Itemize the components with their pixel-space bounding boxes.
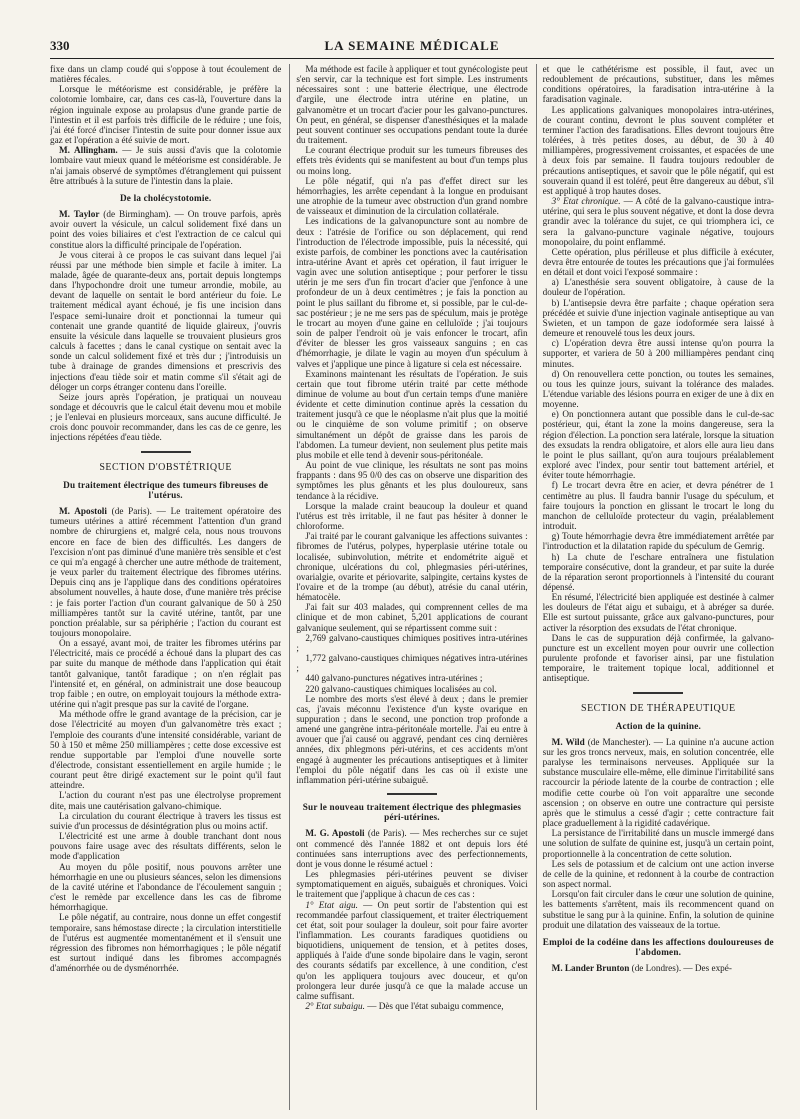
- list-item: g) Toute hémorrhagie devra être immédiatement arrêtée par l'introduction et la dilatation rapide du spéculum de Gemrig.: [542, 531, 774, 552]
- paragraph: Les applications galvaniques monopolaires intra-utérines, de courant continu, devront le plus souvent compléter et terminer l'action des faradisations. Elles devront toujours être tolérées, à très petites doses, au début, de 30 à 40 milliampères, progressivement croissantes, et espacées de une à deux fois par semaine. Il faudra toujours redoubler de précautions antiseptiques, et savoir que le pôle négatif, qui est souverain quand il est toléré, peut être dangereux au début, s'il est appliqué à trop hautes doses.: [542, 104, 774, 196]
- column-1: [50, 64, 281, 1110]
- subsection-heading: Emploi de la codéine dans les affections douloureuses de l'abdomen.: [542, 936, 774, 957]
- section-heading: SECTION DE THÉRAPEUTIQUE: [581, 702, 736, 714]
- paragraph: Cette opération, plus périlleuse et plus difficile à exécuter, devra être entourée de toutes les précautions que j'ai formulées en détail et dont voici l'exposé sommaire :: [542, 246, 774, 278]
- paragraph-text: (de Manchester). — La quinine n'a aucune action sur les gros troncs nerveux, mais, en solution concentrée, elle paralyse les terminaisons nerveuses. Appliquée sur la substance musculaire elle-même, elle diminue l'irritabilité sans raccourcir la période latente de la courbe de contraction ; elle modifie cette courbe où l'on voit apparaître une seconde ascension ; on observe en outre une contracture qui persiste après que le stimulus a cessé d'agir ; cette contracture fait place graduellement à la rigidité cadavérique.: [542, 736, 774, 829]
- paragraph: Ma méthode offre le grand avantage de la précision, car je dose l'électricité au moyen d'un galvanomètre très exact ; l'emploie des courants d'une intensité considérable, variant de 50 à 150 et même 250 milliampères ; cette dose excessive est rendue supportable par l'emploi d'une nouvelle sorte d'électrode, consistant essentiellement en argile humide ; le courant peut être dirigé exactement sur le point qu'il faut atteindre.: [50, 709, 282, 791]
- paragraph: Lorsque le météorisme est considérable, je préfère la colotomie lombaire, car, dans ces cas-là, l'ouverture dans la région inguinale expose au prolapsus d'une grande partie de l'intestin et il est parfois très difficile de le réduire ; une fois, j'ai été forcé d'inciser l'intestin de suite pour donner issue aux gaz et l'opération a été suivie de mort.: [50, 84, 282, 146]
- list-item: d) On renouvellera cette ponction, ou toutes les semaines, ou tous les quinze jours, suivant la tolérance des malades. L'étendue variable des lésions pourra en exiger de une à dix en moyenne.: [542, 368, 774, 410]
- list-item: b) L'antisepsie devra être parfaite ; chaque opération sera précédée et suivie d'une injection vaginale antiseptique au van Swieten, et un tampon de gaze iodoformée sera laissé à demeure et renouvelé tous les deux jours.: [542, 297, 774, 339]
- speaker-name: M. Taylor: [59, 209, 100, 220]
- paragraph: Je vous citerai à ce propos le cas suivant dans lequel j'ai réussi par une méthode bien simple et facile à imiter. La malade, âgée de quarante-deux ans, portait depuis longtemps dans l'hypochondre droit une tumeur arrondie, mobile, au devant de laquelle on sentait le bord antérieur du foie. Le traitement médical ayant échoué, je fis une incision dans l'espace semi-lunaire droit et ponctionnai la tumeur qui contenait une grande quantité de liquide glaireux, j'ouvris ensuite la vésicule dans laquelle se trouvaient plusieurs gros calculs à facettes ; dans le canal cystique on sentait avec la sonde un calcul solidement fixé et très dur ; j'introduisis un tube à drainage de grandes dimensions et prescrivis des injections d'eau tiède soir et matin comme s'il s'était agi de déloger un corps étranger contenu dans l'oreille.: [50, 249, 282, 392]
- paragraph: Au moyen du pôle positif, nous pouvons arrêter une hémorrhagie en une ou plusieurs séances, selon les dimensions de la cavité utérine et l'abondance de l'écoulement sanguin ; c'est le remède par excellence dans les cas de fibrome hémorrhagique.: [50, 861, 282, 913]
- paragraph: fixe dans un clamp coudé qui s'oppose à tout écoulement de matières fécales.: [50, 64, 282, 85]
- list-item: 440 galvano-punctures négatives intra-utérines ;: [305, 673, 483, 684]
- subsection-heading: Action de la quinine.: [615, 720, 701, 731]
- paragraph: Le pôle négatif, qui n'a pas d'effet direct sur les hémorrhagies, les arrête cependant à la longue en produisant une atrophie de la tumeur avec obstruction d'un grand nombre de vaisseaux et diminution de la circulation collatérale.: [296, 175, 528, 217]
- paragraph: Les phlegmasies péri-utérines peuvent se diviser symptomatiquement en aiguës, subaiguës et chroniques. Voici le traitement que j'applique à chacun de ces cas :: [296, 869, 528, 900]
- paragraph: L'électricité est une arme à double tranchant dont nous pouvons faire usage avec des résultats différents, selon le mode d'application: [50, 831, 282, 862]
- paragraph: [296, 828, 527, 869]
- running-title: LA SEMAINE MÉDICALE: [324, 38, 500, 53]
- paragraph-text: — Je suis aussi d'avis que la colotomie lombaire vaut mieux quand le météorisme est considérable. Je n'ai jamais observé de symptômes d'étranglement qui puissent être attribués à la suture de l'intestin dans la plaie.: [50, 145, 282, 186]
- paragraph: Lorsque la malade craint beaucoup la douleur et quand l'utérus est très irritable, il ne faut pas hésiter à donner le chloroforme.: [296, 500, 528, 532]
- speaker-name: M. Apostoli: [59, 506, 107, 517]
- stage-label: 1° Etat aigu.: [305, 899, 358, 910]
- list-item: 1,772 galvano-caustiques chimiques négatives intra-utérines ;: [296, 653, 528, 674]
- paragraph: En résumé, l'électricité bien appliquée est destinée à calmer les douleurs de l'état aigu et subaigu, et à abréger sa durée. Elle est surtout puissante, grâce aux galvano-punctures, pour activer la résorption des exsudats de l'état chronique.: [542, 592, 774, 633]
- subsection-heading: Du traitement électrique des tumeurs fibreuses de l'utérus.: [63, 479, 269, 500]
- speaker-name: M. Allingham.: [59, 145, 118, 156]
- list-item: e) On ponctionnera autant que possible dans le cul-de-sac postérieur, qui, étant la zone la moins dangereuse, sera la région d'élection. La ponction sera latérale, lorsque la situation des exsudats la rendra obligatoire, et alors elle aura lieu dans le point le plus saillant, qu'on aura toujours préalablement exploré avec l'index, pour sentir tout battement artériel, et éviter toute hémorrhagie.: [542, 409, 774, 481]
- section-divider: [141, 451, 191, 453]
- section-heading: SECTION D'OBSTÉTRIQUE: [99, 461, 232, 473]
- paragraph: Les sels de potassium et de calcium ont une action inverse de celle de la quinine, et redonnent à la courbe de contraction son aspect normal.: [542, 858, 774, 890]
- paragraph: Examinons maintenant les résultats de l'opération. Je suis certain que tout fibrome utérin traité par cette méthode diminue de volume au bout d'un certain temps d'une manière évidente et cette diminution continue après la cessation du traitement jusqu'à ce que le néoplasme n'ait plus que la moitié ou le cinquième de son volume primitif ; on observe simultanément un dépôt de graisse dans les parois de l'abdomen. La tumeur devient, non seulement plus petite mais plus mobile et elle tend à devenir sous-péritonéale.: [296, 368, 528, 460]
- speaker-name: M. G. Apostoli: [305, 828, 365, 839]
- paragraph-text: — On peut sortir de l'abstention qui est recommandée parfout classiquement, et traiter électriquement cet état, soit pour soulager la douleur, soit pour faire avorter l'inflammation. Les courants faradiques quotidiens ou biquotidiens, uniquement de tension, et à petites doses, appliqués à l'aide d'une sonde bipolaire dans le vagin, seront des courants sédatifs par excellence, à une condition, c'est qu'on les appliquera toujours avec douceur, et qu'on prolongera leur durée jusqu'à ce que la malade accuse un calme suffisant.: [296, 899, 528, 1001]
- paragraph-text: (de Paris). — Mes recherches sur ce sujet ont commencé dès l'année 1882 et ont depuis lors été continuées sans interruptions avec des perfectionnements, dont je vous donne le résumé actuel :: [296, 828, 528, 869]
- paragraph: Seize jours après l'opération, je pratiquai un nouveau sondage et découvris que le calcul était devenu mou et mobile ; je l'enlevai en plusieurs morceaux, sans aucune difficulté. Je crois donc pouvoir recommander, dans les cas de ce genre, les injections répétées d'eau tiède.: [50, 391, 282, 443]
- page-header: [50, 38, 774, 59]
- speaker-name: M. Lander Brunton: [551, 963, 630, 974]
- paragraph: [50, 506, 281, 638]
- paragraph-text: (de Londres). — Des expé-: [629, 963, 732, 974]
- paragraph: [50, 209, 281, 250]
- paragraph: Lorsqu'on fait circuler dans le cœur une solution de quinine, les battements s'arrêtent, mais ils recommencent quand on substitue le sang pur à la quinine. Enfin, la solution de quinine produit une dilatation des vaisseaux de la tortue.: [542, 889, 774, 930]
- stage-label: 3° Etat chronique.: [551, 196, 621, 207]
- list-item: f) Le trocart devra être en acier, et devra pénétrer de 1 centimètre au plus. Il faudra bannir l'usage du spéculum, et faire toujours la ponction en glissant le trocart le long du manchon de celluloïde protecteur du vagin, préalablement introduit.: [542, 480, 774, 532]
- paragraph: Les indications de la galvanopuncture sont au nombre de deux : l'atrésie de l'orifice ou son déplacement, qui rend l'introduction de l'électrode impossible, puis la nécessité, qui existe parfois, de combiner les ponctions avec la cautérisation intra-utérine Avant et après cet opération, il faut irriguer le vagin avec une solution antiseptique ; pour perforer le tissu utérin je me sers d'un fin trocart d'acier que j'enfonce à une profondeur de un à deux centimètres ; je fais la ponction au point le plus saillant du fibrome et, si possible, par le cul-de-sac postérieur ; je ne me sers pas de spéculum, mais je protège le trocart au moyen d'une gaine en celluloïde ; j'ai toujours soin de palper l'endroit où je vais enfoncer le trocart, afin d'éviter de blesser les gros vaisseaux sanguins ; en cas d'hémorrhagie, je dilate le vagin au moyen d'un spéculum à valves et j'applique une pince à ligature si cela est nécessaire.: [296, 216, 528, 369]
- paragraph: J'ai fait sur 403 malades, qui comprennent celles de ma clinique et de mon cabinet, 5,201 applications de courant galvanique seulement, qui se répartissent comme suit :: [296, 602, 528, 633]
- section-divider: [387, 793, 437, 795]
- paragraph: J'ai traité par le courant galvanique les affections suivantes : fibromes de l'utérus, polypes, hyperplasie utérine totale ou localisée, subinvolution, métrite et endométrite aiguë et chronique, ulcérations du col, phlegmasies péri-utérines, ovarialgie, ovarite et périovarite, salpingite, certains kystes de l'ovaire et de la trompe (au début), atrésie du canal utérin, hématocèle.: [296, 531, 528, 603]
- paragraph: Le nombre des morts s'est élevé à deux ; dans le premier cas, j'avais méconnu l'existence d'un kyste ovarique en suppuration ; dans le second, une ponction trop profonde a amené une gangrène intra-péritonéale mortelle. J'ai eu entre à avouer que j'ai causé ou aggravé, pendant ces cinq dernières années, dix phlegmons péri-utérins, et ces accidents m'ont engagé à augmenter les précautions antiseptiques et à limiter l'emploi du pôle négatif dans les cas où il existe une inflammation péri-utérine subaiguë.: [296, 693, 528, 785]
- paragraph: Ma méthode est facile à appliquer et tout gynécologiste peut s'en servir, car la technique est fort simple. Les instruments nécessaires sont : une batterie électrique, une électrode d'argile, une électrode intra utérine en platine, un galvanomètre et un trocart d'acier pour les galvano-punctures. On peut, en général, se dispenser d'anesthésiques et la malade peut souvent continuer ses occupations pendant toute la durée du traitement.: [296, 64, 528, 146]
- paragraph: [50, 145, 281, 186]
- paragraph: On a essayé, avant moi, de traiter les fibromes utérins par l'électricité, mais ce procédé a échoué dans la plupart des cas par suite du manque de méthode dans l'application qui était tantôt galvanique, tantôt faradique ; on n'en réglait pas l'intensité et, en général, on administrait une dose beaucoup trop faible ; en outre, on employait toujours la méthode extra-utérine qui n'agit presque pas sur la cavité de l'organe.: [50, 638, 282, 710]
- paragraph-text: (de Birmingham). — On trouve parfois, après avoir ouvert la vésicule, un calcul solidement fixé dans un point des voies biliaires et c'est l'extraction de ce calcul qui constitue alors la difficulté principale de l'opération.: [50, 209, 282, 250]
- list-item: 220 galvano-caustiques chimiques localisées au col.: [305, 683, 497, 694]
- list-item: 2,769 galvano-caustiques chimiques positives intra-utérines ;: [296, 632, 528, 653]
- subsection-heading: Sur le nouveau traitement électrique des phlegmasies péri-utérines.: [302, 802, 522, 823]
- paragraph: Le courant électrique produit sur les tumeurs fibreuses des effets très évidents qui se manifestent au bout d'un temps plus ou moins long.: [296, 145, 528, 176]
- stage-label: 2° Etat subaigu.: [305, 1001, 365, 1012]
- speaker-name: M. Wild: [551, 736, 585, 747]
- list-item: h) La chute de l'eschare entraînera une fistulation temporaire consécutive, dont la grandeur, et par suite la durée de la réparation seront proportionnels à l'intensité du courant dépensé.: [542, 551, 774, 592]
- paragraph: Dans le cas de suppuration déjà confirmée, la galvano-puncture est un excellent moyen pour ouvrir une collection purulente profonde et favoriser ainsi, par une fistulation temporaire, le traitement topique local, additionnel et antiseptique.: [542, 632, 774, 684]
- paragraph: [543, 737, 774, 828]
- paragraph: La circulation du courant électrique à travers les tissus est suivie d'un processus de désintégration plus ou moins actif.: [50, 810, 282, 831]
- paragraph-text: (de Paris). — Le traitement opératoire des tumeurs utérines a attiré récemment l'attention d'un grand nombre de chirurgiens et, malgré cela, nous nous trouvons encore en face de bien des difficultés. Les dangers de l'excision n'ont pas diminué d'une manière très sensible et c'est ce qui m'a engagé à chercher une autre méthode de traitement, je veux parler du traitement électrique des fibromes utérins. Depuis cinq ans je l'applique dans des conditions opératoires absolument nouvelles, à haute dose, d'une manière très précise : je fais porter l'action d'un courant galvanique de 50 à 250 milliampères tantôt sur la cavité utérine, tantôt, par une ponction préalable, sur sa périphérie ; l'action du courant est toujours monopolaire.: [50, 506, 282, 638]
- page-number: 330: [50, 38, 70, 53]
- paragraph-text: — A côté de la galvano-caustique intra-utérine, qui sera le plus souvent négative, et dont la dose devra grandir avec la tolérance du sujet, ce qui triomphera ici, ce sera la galvano-puncture vaginale négative, toujours monopolaire, du point enflammé.: [542, 196, 774, 247]
- column-2: [289, 64, 527, 1110]
- paragraph: Au point de vue clinique, les résultats ne sont pas moins frappants : dans 95 0/0 des cas on observe une disparition des symptômes les plus gênants et les plus douloureux, sans tendance à la récidive.: [296, 460, 528, 501]
- subsection-heading: De la cholécystotomie.: [119, 192, 212, 203]
- column-3: [536, 64, 774, 1110]
- paragraph: L'action du courant n'est pas une électrolyse proprement dite, mais une cautérisation galvano-chimique.: [50, 790, 282, 811]
- paragraph: [543, 196, 774, 247]
- text-columns: [50, 64, 774, 1110]
- paragraph: [543, 963, 774, 973]
- paragraph: [296, 900, 527, 1002]
- paragraph: Le pôle négatif, au contraire, nous donne un effet congestif temporaire, sans hémostase directe ; la circulation interstitielle de l'utérus est augmentée momentanément et il s'ensuit une régression des fibromes non hémorrhagiques ; le pôle négatif est surtout indiqué dans les fibromes accompagnés d'aménorrhée ou de dysménorrhée.: [50, 912, 282, 974]
- list-item: a) L'anesthésie sera souvent obligatoire, à cause de la douleur de l'opération.: [542, 277, 774, 298]
- section-divider: [633, 692, 683, 694]
- paragraph: [296, 1001, 527, 1011]
- paragraph: La persistance de l'irritabilité dans un muscle immergé dans une solution de sulfate de quinine est, jusqu'à un certain point, proportionnelle à la concentration de cette solution.: [542, 828, 774, 859]
- list-item: c) L'opération devra être aussi intense qu'on pourra la supporter, et variera de 50 à 200 milliampères pendant cinq minutes.: [542, 338, 774, 369]
- paragraph: et que le cathétérisme est possible, il faut, avec un redoublement de précautions, substituer, dans les mêmes conditions opératoires, la faradisation intra-utérine à la faradisation vaginale.: [542, 64, 774, 105]
- paragraph-text: — Dès que l'état subaigu commence,: [364, 1001, 504, 1012]
